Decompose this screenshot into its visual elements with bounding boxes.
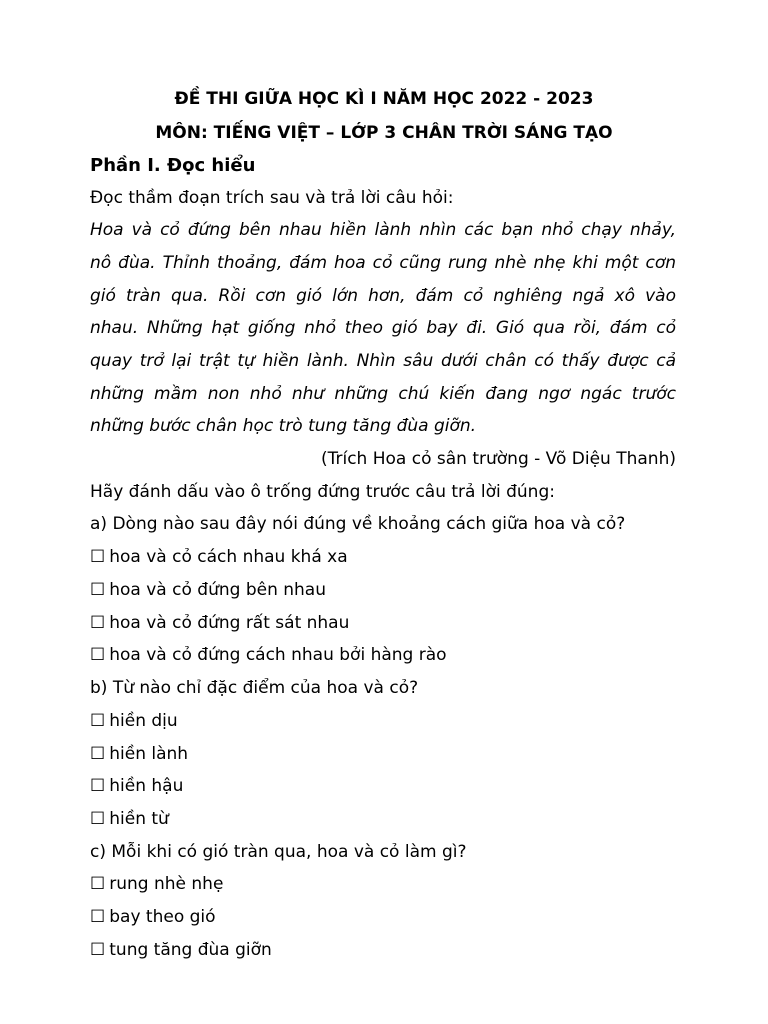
checkbox-icon[interactable]: ☐ xyxy=(90,547,106,567)
passage-line: quay trở lại trật tự hiền lành. Nhìn sâu dưới chân có thấy được cả xyxy=(90,351,676,371)
checkbox-icon[interactable]: ☐ xyxy=(90,613,106,633)
passage-line: Hoa và cỏ đứng bên nhau hiền lành nhìn các bạn nhỏ chạy nhảy, xyxy=(90,220,676,240)
option-label: bay theo gió xyxy=(109,907,216,927)
answer-option[interactable] xyxy=(90,811,169,828)
question-a: a) Dòng nào sau đây nói đúng về khoảng cách giữa hoa và cỏ? xyxy=(90,514,626,534)
answer-option[interactable] xyxy=(90,549,348,566)
checkbox-icon[interactable]: ☐ xyxy=(90,645,106,665)
passage-line: nô đùa. Thỉnh thoảng, đám hoa cỏ cũng rung nhè nhẹ khi một cơn xyxy=(90,253,676,273)
checkbox-icon[interactable]: ☐ xyxy=(90,711,106,731)
option-label: tung tăng đùa giỡn xyxy=(109,940,272,960)
option-label: hiền lành xyxy=(109,744,189,764)
exam-title: ĐỀ THI GIỮA HỌC KÌ I NĂM HỌC 2022 - 2023 xyxy=(174,89,594,109)
passage-citation: (Trích Hoa cỏ sân trường - Võ Diệu Thanh) xyxy=(320,449,676,469)
answer-option[interactable] xyxy=(90,647,447,664)
passage-line: nhau. Những hạt giống nhỏ theo gió bay đi. Gió qua rồi, đám cỏ xyxy=(90,318,676,338)
checkbox-icon[interactable]: ☐ xyxy=(90,907,106,927)
option-label: hiền từ xyxy=(109,809,169,829)
quiz-instruction: Hãy đánh dấu vào ô trống đứng trước câu trả lời đúng: xyxy=(90,482,555,502)
checkbox-icon[interactable]: ☐ xyxy=(90,776,106,796)
question-c: c) Mỗi khi có gió tràn qua, hoa và cỏ làm gì? xyxy=(90,842,467,862)
answer-option[interactable] xyxy=(90,876,223,893)
passage-line: gió tràn qua. Rồi cơn gió lớn hơn, đám cỏ nghiêng ngả xô vào xyxy=(90,286,676,306)
answer-option[interactable] xyxy=(90,582,326,599)
passage-line: những mầm non nhỏ như những chú kiến đang ngơ ngác trước xyxy=(90,384,676,404)
answer-option[interactable] xyxy=(90,713,178,730)
option-label: hoa và cỏ cách nhau khá xa xyxy=(109,547,348,567)
checkbox-icon[interactable]: ☐ xyxy=(90,874,106,894)
passage-line: những bước chân học trò tung tăng đùa giỡn. xyxy=(90,416,477,436)
option-label: hiền dịu xyxy=(109,711,178,731)
checkbox-icon[interactable]: ☐ xyxy=(90,744,106,764)
reading-instruction: Đọc thầm đoạn trích sau và trả lời câu hỏi: xyxy=(90,188,454,208)
checkbox-icon[interactable]: ☐ xyxy=(90,580,106,600)
question-b: b) Từ nào chỉ đặc điểm của hoa và cỏ? xyxy=(90,678,419,698)
option-label: hoa và cỏ đứng rất sát nhau xyxy=(109,613,350,633)
option-label: hiền hậu xyxy=(109,776,184,796)
answer-option[interactable] xyxy=(90,746,188,763)
option-label: hoa và cỏ đứng bên nhau xyxy=(109,580,326,600)
answer-option[interactable] xyxy=(90,909,216,926)
answer-option[interactable] xyxy=(90,942,272,959)
answer-option[interactable] xyxy=(90,615,349,632)
checkbox-icon[interactable]: ☐ xyxy=(90,809,106,829)
option-label: rung nhè nhẹ xyxy=(109,874,224,894)
section-heading: Phần I. Đọc hiểu xyxy=(90,155,256,176)
answer-option[interactable] xyxy=(90,778,183,795)
option-label: hoa và cỏ đứng cách nhau bởi hàng rào xyxy=(109,645,447,665)
checkbox-icon[interactable]: ☐ xyxy=(90,940,106,960)
exam-subtitle: MÔN: TIẾNG VIỆT – LỚP 3 CHÂN TRỜI SÁNG TẠO xyxy=(155,123,613,143)
